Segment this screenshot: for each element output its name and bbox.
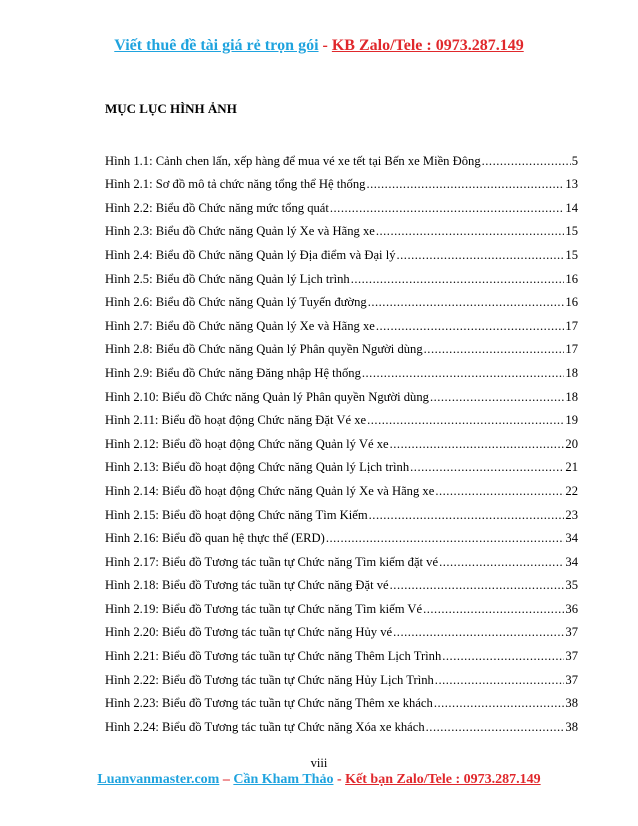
- toc-entry[interactable]: [105, 263, 578, 287]
- header-brand-link[interactable]: Viết thuê đề tài giá rẻ trọn gói: [114, 37, 319, 54]
- toc-leader-dots: [376, 318, 565, 334]
- toc-leader-dots: [435, 483, 564, 499]
- toc-entry-label: Hình 2.23: Biểu đồ Tương tác tuần tự Chức năng Thêm xe khách: [105, 696, 433, 711]
- toc-entry[interactable]: [105, 523, 578, 547]
- toc-leader-dots: [426, 719, 565, 735]
- toc-title: MỤC LỤC HÌNH ẢNH: [105, 101, 237, 116]
- footer-contact-link[interactable]: Kết bạn Zalo/Tele : 0973.287.149: [345, 772, 541, 787]
- page-header: [0, 37, 638, 55]
- toc-entry-page: 22: [565, 483, 578, 498]
- toc-entry-label: Hình 2.22: Biểu đồ Tương tác tuần tự Chức năng Hủy Lịch Trình: [105, 672, 434, 687]
- toc-list: [105, 145, 578, 735]
- toc-entry-page: 5: [571, 153, 578, 168]
- toc-entry[interactable]: [105, 287, 578, 311]
- toc-leader-dots: [376, 223, 565, 239]
- toc-entry-page: 37: [565, 625, 578, 640]
- toc-leader-dots: [351, 271, 565, 287]
- toc-entry[interactable]: [105, 640, 578, 664]
- toc-entry-label: Hình 2.19: Biểu đồ Tương tác tuần tự Chức năng Tìm kiếm Vé: [105, 601, 423, 616]
- toc-entry[interactable]: [105, 711, 578, 735]
- toc-entry-page: 17: [565, 318, 578, 333]
- toc-entry[interactable]: [105, 546, 578, 570]
- toc-leader-dots: [366, 176, 564, 192]
- toc-entry[interactable]: [105, 216, 578, 240]
- toc-entry[interactable]: [105, 617, 578, 641]
- footer-site-link[interactable]: Luanvanmaster.com: [97, 772, 220, 787]
- toc-leader-dots: [330, 200, 565, 216]
- toc-entry-page: 37: [565, 672, 578, 687]
- toc-entry-label: Hình 2.6: Biểu đồ Chức năng Quản lý Tuyến đường: [105, 295, 367, 310]
- toc-entry-page: 21: [565, 460, 578, 475]
- toc-entry-label: Hình 2.17: Biểu đồ Tương tác tuần tự Chức năng Tìm kiếm đặt vé: [105, 554, 439, 569]
- toc-entry-page: 18: [565, 365, 578, 380]
- toc-leader-dots: [442, 648, 564, 664]
- toc-leader-dots: [393, 624, 564, 640]
- toc-entry-label: Hình 2.24: Biểu đồ Tương tác tuần tự Chức năng Xóa xe khách: [105, 719, 425, 734]
- toc-leader-dots: [368, 294, 565, 310]
- toc-entry-page: 15: [565, 224, 578, 239]
- toc-entry-label: Hình 2.3: Biểu đồ Chức năng Quản lý Xe và Hãng xe: [105, 224, 375, 239]
- toc-entry-label: Hình 1.1: Cảnh chen lấn, xếp hàng để mua vé xe tết tại Bến xe Miền Đông: [105, 153, 481, 168]
- toc-entry-page: 34: [565, 554, 578, 569]
- toc-entry-page: 35: [565, 578, 578, 593]
- toc-leader-dots: [390, 577, 565, 593]
- page-footer: [0, 772, 638, 788]
- toc-entry[interactable]: [105, 593, 578, 617]
- toc-entry-page: 36: [565, 601, 578, 616]
- toc-entry-page: 16: [565, 295, 578, 310]
- toc-entry-page: 15: [565, 247, 578, 262]
- toc-entry[interactable]: [105, 239, 578, 263]
- toc-leader-dots: [423, 601, 564, 617]
- footer-dash: –: [219, 772, 234, 787]
- toc-entry[interactable]: [105, 570, 578, 594]
- toc-entry-label: Hình 2.14: Biểu đồ hoạt động Chức năng Quản lý Xe và Hãng xe: [105, 483, 435, 498]
- toc-entry[interactable]: [105, 310, 578, 334]
- toc-entry-label: Hình 2.7: Biểu đồ Chức năng Quản lý Xe và Hãng xe: [105, 318, 375, 333]
- toc-entry[interactable]: [105, 334, 578, 358]
- toc-leader-dots: [397, 247, 565, 263]
- toc-entry-page: 34: [565, 531, 578, 546]
- toc-entry-page: 19: [565, 413, 578, 428]
- page-number: viii: [310, 756, 328, 770]
- toc-entry-page: 37: [565, 649, 578, 664]
- toc-entry[interactable]: [105, 405, 578, 429]
- toc-entry-label: Hình 2.1: Sơ đồ mô tả chức năng tổng thể Hệ thống: [105, 177, 366, 192]
- toc-leader-dots: [367, 412, 564, 428]
- toc-entry-page: 18: [565, 389, 578, 404]
- toc-entry-label: Hình 2.20: Biểu đồ Tương tác tuần tự Chức năng Hủy vé: [105, 625, 393, 640]
- toc-entry[interactable]: [105, 452, 578, 476]
- toc-entry[interactable]: [105, 145, 578, 169]
- header-contact-link[interactable]: KB Zalo/Tele : 0973.287.149: [331, 37, 524, 54]
- toc-entry-label: Hình 2.10: Biểu đồ Chức năng Quản lý Phân quyền Người dùng: [105, 389, 429, 404]
- toc-leader-dots: [362, 365, 565, 381]
- toc-entry-page: 20: [565, 436, 578, 451]
- toc-entry-label: Hình 2.13: Biểu đồ hoạt động Chức năng Quản lý Lịch trình: [105, 460, 410, 475]
- toc-entry-page: 38: [565, 719, 578, 734]
- toc-leader-dots: [424, 341, 565, 357]
- toc-entry-page: 13: [565, 177, 578, 192]
- toc-entry-label: Hình 2.18: Biểu đồ Tương tác tuần tự Chức năng Đặt vé: [105, 578, 389, 593]
- toc-leader-dots: [439, 554, 564, 570]
- toc-entry-page: 38: [565, 696, 578, 711]
- toc-entry-label: Hình 2.5: Biểu đồ Chức năng Quản lý Lịch trình: [105, 271, 350, 286]
- toc-leader-dots: [326, 530, 565, 546]
- header-separator: -: [318, 37, 332, 54]
- toc-entry[interactable]: [105, 381, 578, 405]
- toc-entry-label: Hình 2.11: Biểu đồ hoạt động Chức năng Đặt Vé xe: [105, 413, 367, 428]
- footer-name-link[interactable]: Cần Kham Thảo: [233, 772, 334, 787]
- toc-entry-label: Hình 2.9: Biểu đồ Chức năng Đăng nhập Hệ thống: [105, 365, 361, 380]
- toc-entry-page: 14: [565, 200, 578, 215]
- toc-leader-dots: [430, 389, 564, 405]
- toc-entry-page: 17: [565, 342, 578, 357]
- toc-entry-label: Hình 2.12: Biểu đồ hoạt động Chức năng Quản lý Vé xe: [105, 436, 389, 451]
- toc-entry-label: Hình 2.16: Biểu đồ quan hệ thực thể (ERD): [105, 531, 325, 546]
- toc-entry-page: 16: [565, 271, 578, 286]
- toc-leader-dots: [482, 153, 571, 169]
- toc-leader-dots: [410, 459, 564, 475]
- toc-entry-label: Hình 2.2: Biểu đồ Chức năng mức tổng quát: [105, 200, 329, 215]
- footer-separator: -: [333, 772, 346, 787]
- toc-entry[interactable]: [105, 688, 578, 712]
- toc-leader-dots: [434, 695, 565, 711]
- toc-leader-dots: [390, 436, 565, 452]
- toc-entry-label: Hình 2.15: Biểu đồ hoạt động Chức năng Tìm Kiếm: [105, 507, 368, 522]
- toc-entry-label: Hình 2.21: Biểu đồ Tương tác tuần tự Chức năng Thêm Lịch Trình: [105, 649, 442, 664]
- toc-leader-dots: [435, 672, 565, 688]
- toc-entry[interactable]: [105, 357, 578, 381]
- toc-entry[interactable]: [105, 499, 578, 523]
- toc-entry[interactable]: [105, 664, 578, 688]
- toc-entry-label: Hình 2.8: Biểu đồ Chức năng Quản lý Phân quyền Người dùng: [105, 342, 423, 357]
- toc-leader-dots: [369, 507, 565, 523]
- toc-entry-page: 23: [565, 507, 578, 522]
- toc-entry[interactable]: [105, 428, 578, 452]
- toc-entry[interactable]: [105, 192, 578, 216]
- toc-entry[interactable]: [105, 169, 578, 193]
- toc-entry[interactable]: [105, 475, 578, 499]
- toc-entry-label: Hình 2.4: Biểu đồ Chức năng Quản lý Địa điểm và Đại lý: [105, 247, 396, 262]
